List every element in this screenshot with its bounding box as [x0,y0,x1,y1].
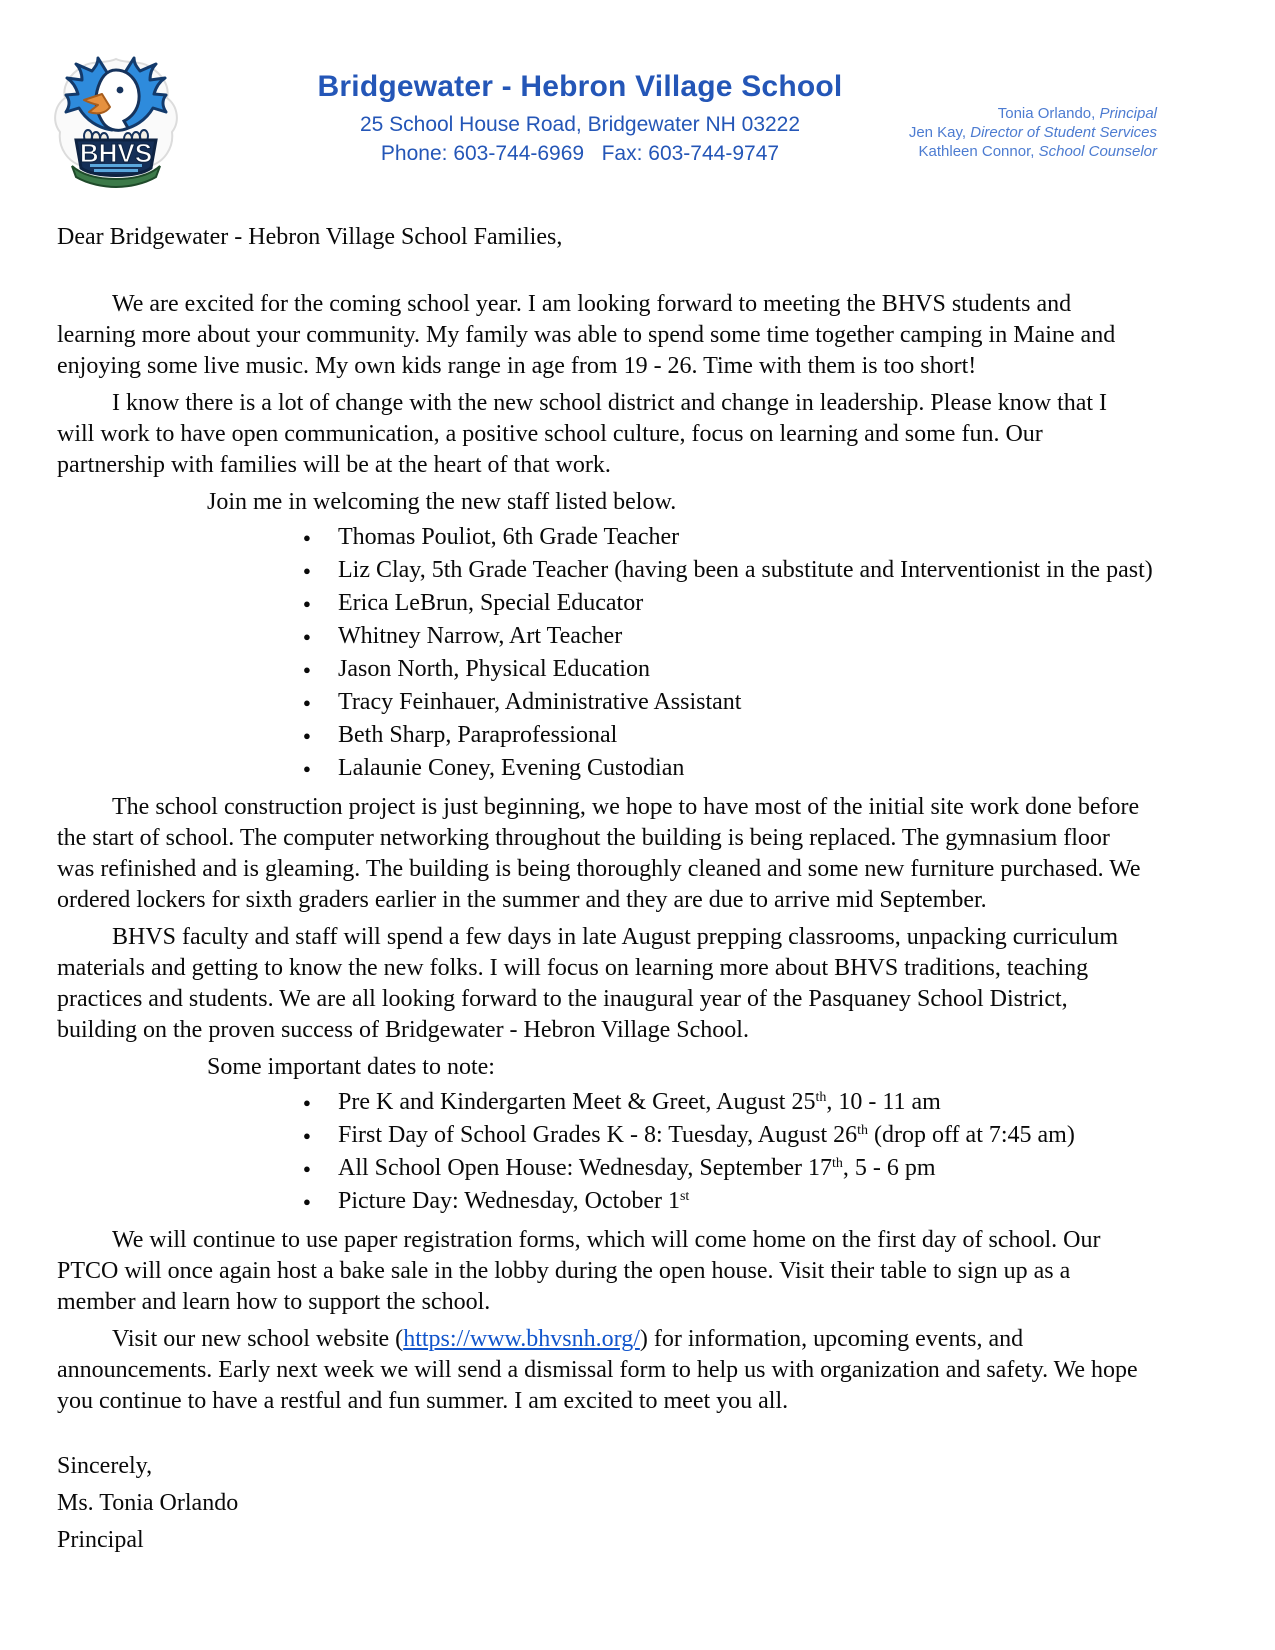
date-text: First Day of School Grades K - 8: Tuesday, August 26 [338,1122,858,1148]
list-item: ● Thomas Pouliot, 6th Grade Teacher [57,522,1143,553]
ordinal-suffix: th [815,1090,827,1105]
signature-name: Ms. Tonia Orlando [57,1490,239,1516]
construction-paragraph: The school construction project is just beginning, we hope to have most of the initial site work done before the start of school. The computer networking throughout the building is being replaced. The gymnasium floor was refinished and is gleaming. The building is being thoroughly cleaned and some new furniture purchased. We ordered lockers for sixth graders earlier in the summer and they are due to arrive mid September. [57,794,1141,913]
new-staff-intro: Join me in welcoming the new staff listed below. [207,489,677,515]
date-text: All School Open House: Wednesday, September 17 [338,1155,832,1181]
date-text: , 5 - 6 pm [842,1155,936,1181]
list-item [57,1120,1143,1151]
admin-principal [909,104,1157,123]
website-paragraph [57,1324,1143,1417]
closing: Sincerely, [57,1453,153,1479]
ordinal-suffix: st [679,1189,690,1204]
list-item: ● Whitney Narrow, Art Teacher [57,621,1143,652]
letter-body [57,222,1153,1562]
list-item: ● Tracy Feinhauer, Administrative Assistant [57,687,1143,718]
dates-intro: Some important dates to note: [207,1054,495,1080]
list-item: ● Jason North, Physical Education [57,654,1143,685]
admin-name: Jen Kay, [908,124,971,141]
school-header [205,70,955,166]
paragraph-text: ) for information, upcoming events, and announcements. Early next week we will send a dismissal form to help us with organization and safety. We hope you continue to have a restful and fun summer. I am excited to meet you all. [57,1326,1138,1414]
admin-counselor [909,142,1157,161]
admin-role: School Counselor [1038,143,1157,160]
school-website-link[interactable]: https://www.bhvsnh.org/ [403,1326,640,1352]
important-dates-list [57,1087,1143,1217]
logo-stripe [94,169,138,172]
school-address: 25 School House Road, Bridgewater NH 03222 [359,113,801,136]
school-name: Bridgewater - Hebron Village School [317,70,843,103]
list-item [57,1186,1143,1217]
new-staff-list [57,522,1153,784]
faculty-paragraph: BHVS faculty and staff will spend a few days in late August prepping classrooms, unpacking curriculum materials and getting to know the new folks. I will focus on learning more about BHVS traditions, teaching practices and students. We are all looking forward to the inaugural year of the Pasquaney School District, building on the proven success of Bridgewater - Hebron Village School. [57,924,1119,1043]
date-text: Pre K and Kindergarten Meet & Greet, August 25 [338,1089,816,1115]
admin-name: Tonia Orlando, [997,105,1100,122]
admin-name: Kathleen Connor, [918,143,1039,160]
ordinal-suffix: th [831,1156,843,1171]
signature-role: Principal [57,1527,144,1553]
school-phone-fax: Phone: 603-744-6969 Fax: 603-744-9747 [380,142,780,165]
date-text: Picture Day: Wednesday, October 1 [338,1188,680,1214]
admin-role: Principal [1099,105,1157,122]
school-logo-eagle [46,56,186,190]
logo-bhvs-text: BHVS [79,138,153,168]
list-item: ● Lalaunie Coney, Evening Custodian [57,753,1143,784]
paragraph-text: Visit our new school website ( [112,1326,404,1352]
list-item: ● Erica LeBrun, Special Educator [57,588,1143,619]
administration-list [909,104,1157,161]
list-item [57,1087,1143,1118]
list-item [57,1153,1143,1184]
list-item: ● Liz Clay, 5th Grade Teacher (having been a substitute and Interventionist in the past) [57,555,1143,586]
intro-paragraph: We are excited for the coming school year. I am looking forward to meeting the BHVS students and learning more about your community. My family was able to spend some time together camping in Maine and enjoying some live music. My own kids range in age from 19 - 26. Time with them is too short! [57,291,1116,379]
list-item: ● Beth Sharp, Paraprofessional [57,720,1143,751]
admin-director [909,123,1157,142]
change-paragraph: I know there is a lot of change with the new school district and change in leadership. Please know that I will work to have open communication, a positive school culture, focus on learning and some fun. Our partnership with families will be at the heart of that work. [57,390,1108,478]
admin-role: Director of Student Services [970,124,1157,141]
date-text: , 10 - 11 am [826,1089,941,1115]
registration-paragraph: We will continue to use paper registration forms, which will come home on the first day of school. Our PTCO will once again host a bake sale in the lobby during the open house. Visit their table to sign up as a member and learn how to support the school. [57,1227,1101,1315]
signature-block [57,1451,1143,1556]
ordinal-suffix: th [857,1123,868,1138]
eagle-eye [117,87,124,94]
salutation: Dear Bridgewater - Hebron Village School Families, [57,224,563,250]
date-text: (drop off at 7:45 am) [868,1122,1075,1148]
